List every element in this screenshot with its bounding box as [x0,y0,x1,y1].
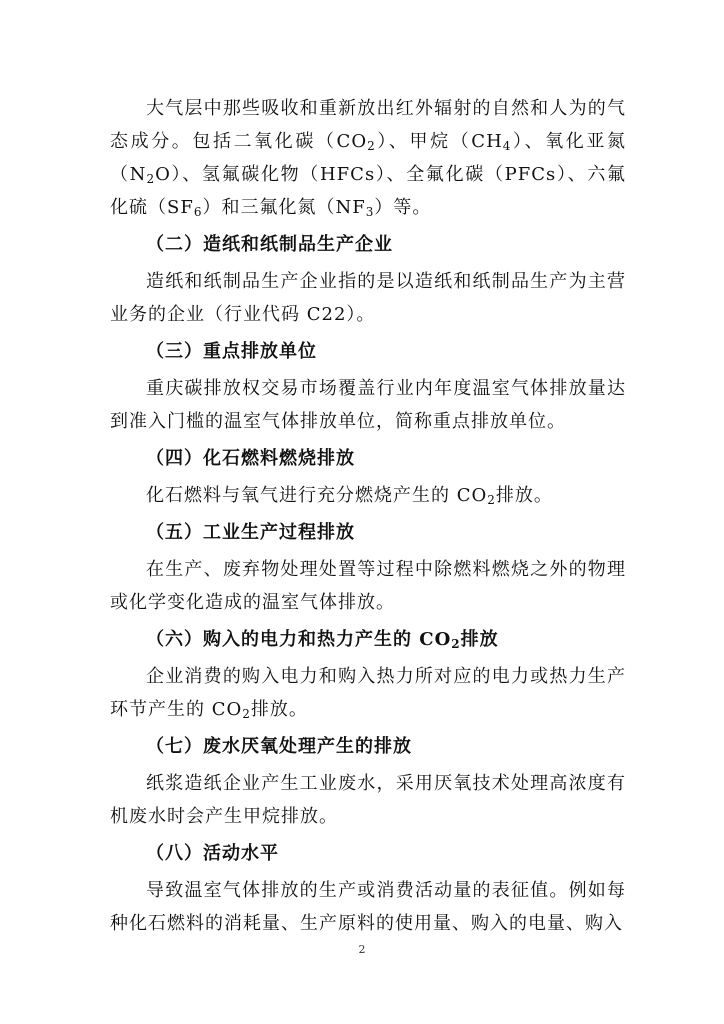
subscript: 2 [487,493,496,507]
subscript: 2 [451,637,461,651]
subscript: 4 [502,139,512,153]
subscript: 6 [193,205,203,219]
section-heading: （二）造纸和纸制品生产企业 [146,234,393,255]
page-number: 2 [358,943,366,956]
subscript: 2 [367,139,376,153]
section-body: 纸浆造纸企业产生工业废水，采用厌氧技术处理高浓度有机废水时会产生甲烷排放。 [110,773,626,827]
section-heading: （七）废水厌氧处理产生的排放 [146,736,412,757]
document-body [110,92,626,940]
section-body: 在生产、废弃物处理处置等过程中除燃料燃烧之外的物理或化学变化造成的温室气体排放。 [110,559,626,613]
section-heading: （五）工业生产过程排放 [146,522,355,543]
paragraph-ghg-definition: 大气层中那些吸收和重新放出红外辐射的自然和人为的气态成分。包括二氧化碳$(CO_2)$、甲烷$(CH_4)$、氧化亚氮$(N_2O)$、氢氟碳化物（HFCs）、全氟化碳（PFCs）、六氟化硫$(SF_6)$和三氟化氮$(NF_3)$等。 [110,98,627,219]
subscript: 3 [365,205,375,219]
section-body: 企业消费的购入电力和购入热力所对应的电力或热力生产环节产生的 $CO_2$排放。 [110,666,626,721]
section-heading: （六）购入的电力和热力产生的 $CO_2$排放 [146,629,499,651]
section-body: 化石燃料与氧气进行充分燃烧产生的 $CO_2$排放。 [146,485,553,507]
section-heading: （八）活动水平 [146,843,279,864]
subscript: 2 [242,707,251,721]
section-body: 导致温室气体排放的生产或消费活动量的表征值。例如每种化石燃料的消耗量、生产原料的使用量、购入的电量、购入 [110,880,626,934]
section-body: 重庆碳排放权交易市场覆盖行业内年度温室气体排放量达到准入门槛的温室气体排放单位，简称重点排放单位。 [110,378,626,432]
section-heading: （四）化石燃料燃烧排放 [146,448,355,469]
section-body: 造纸和纸制品生产企业指的是以造纸和纸制品生产为主营业务的企业（行业代码 C22）。 [110,271,626,325]
subscript: 2 [146,172,156,186]
section-heading: （三）重点排放单位 [146,341,317,362]
